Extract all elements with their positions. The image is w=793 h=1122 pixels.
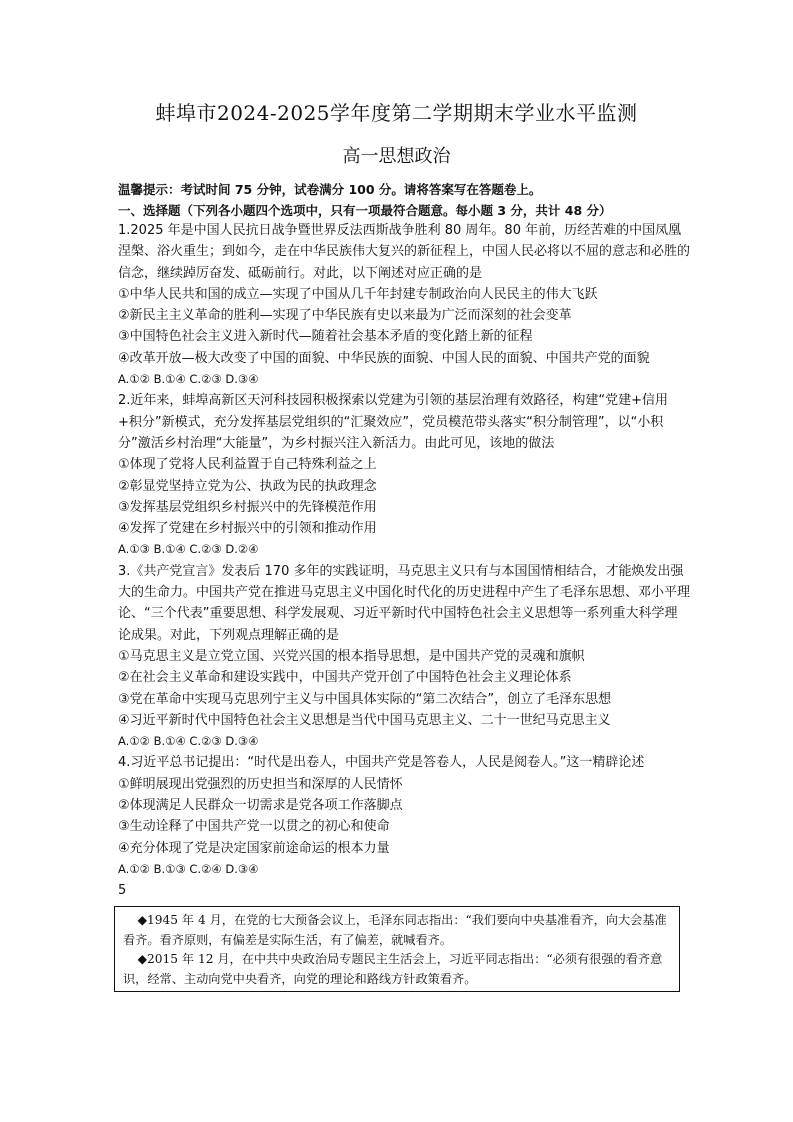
option-item: ②彰显党坚持立党为公、执政为民的执政理念 [118, 478, 377, 494]
option-item: ③党在革命中实现马克思列宁主义与中国具体实际的“第二次结合”，创立了毛泽东思想 [118, 691, 612, 707]
option-item: ④充分体现了党是决定国家前途命运的根本力量 [118, 840, 390, 856]
option-item: ①中华人民共和国的成立—实现了中国从几千年封建专制政治向人民民主的伟大飞跃 [118, 286, 598, 302]
question-1 [118, 220, 690, 390]
answer-choices: A.①② B.①④ C.②③ D.③④ [118, 372, 259, 387]
answer-choices: A.①② B.①④ C.②③ D.③④ [118, 734, 259, 749]
question-list [118, 220, 690, 902]
option-item: ①鲜明展现出党强烈的历史担当和深厚的人民情怀 [118, 776, 403, 792]
option-item: ①体现了党将人民利益置于自己特殊利益之上 [118, 457, 377, 473]
question-2 [118, 390, 690, 560]
question-stem: 1.2025 年是中国人民抗日战争暨世界反法西斯战争胜利 80 周年。80 年前，历经苦难的中国凤凰涅槃、浴火重生；到如今，走在中华民族伟大复兴的新征程上，中国人民必将以不屈的意志和必胜的信念，继续踔厉奋发、砥砺前行。对此，以下阐述对应正确的是 [118, 223, 691, 281]
question-3 [118, 561, 690, 753]
material-quote: ◆1945 年 4 月，在党的七大预备会议上，毛泽东同志指出：“我们要向中央基准看齐，向大会基准看齐。看齐原则，有偏差是实际生活，有了偏差，就喊看齐。 [123, 913, 667, 947]
option-item: ③中国特色社会主义进入新时代—随着社会基本矛盾的变化踏上新的征程 [118, 329, 533, 345]
exam-notice: 温馨提示：考试时间 75 分钟，试卷满分 100 分。请将答案写在答题卷上。 [118, 182, 542, 197]
option-item: ②在社会主义革命和建设实践中，中国共产党开创了中国特色社会主义理论体系 [118, 670, 572, 686]
option-item: ④改革开放—极大改变了中国的面貌、中华民族的面貌、中国人民的面貌、中国共产党的面貌 [118, 350, 650, 366]
option-item: ③生动诠释了中国共产党一以贯之的初心和使命 [118, 819, 390, 835]
question-stem: 4.习近平总书记提出：“时代是出卷人，中国共产党是答卷人，人民是阅卷人。”这一精辟论述 [118, 755, 645, 771]
answer-choices: A.①③ B.①④ C.②③ D.②④ [118, 542, 259, 557]
exam-title: 蚌埠市2024-2025学年度第二学期期末学业水平监测 [155, 101, 638, 125]
option-item: ①马克思主义是立党立国、兴党兴国的根本指导思想，是中国共产党的灵魂和旗帜 [118, 648, 585, 664]
question-stem: 2.近年来，蚌埠高新区天河科技园积极探索以党建为引领的基层治理有效路径，构建“党建+信用+积分”新模式，充分发挥基层党组织的“汇聚效应”，党员模范带头落实“积分制管理”，以“小积分”激活乡村治理“大能量”，为乡村振兴注入新活力。由此可见，该地的做法 [118, 393, 669, 451]
question-4 [118, 752, 690, 880]
question-number: 5 [118, 883, 127, 899]
exam-subject: 高一思想政治 [342, 146, 451, 167]
question-5 [118, 880, 690, 901]
option-item: ④发挥了党建在乡村振兴中的引领和推动作用 [118, 521, 377, 537]
question-stem: 3.《共产党宣言》发表后 170 多年的实践证明，马克思主义只有与本国国情相结合，才能焕发出强大的生命力。中国共产党在推进马克思主义中国化时代化的历史进程中产生了毛泽东思想、邓小平理论、“三个代表”重要思想、科学发展观、习近平新时代中国特色社会主义思想等一系列重大科学理论成果。对此，下列观点理解正确的是 [118, 563, 691, 643]
option-item: ④习近平新时代中国特色社会主义思想是当代中国马克思主义、二十一世纪马克思主义 [118, 712, 611, 728]
material-box [114, 906, 680, 992]
answer-choices: A.①② B.①③ C.②④ D.③④ [118, 861, 259, 876]
material-quote: ◆2015 年 12 月，在中共中央政治局专题民主生活会上，习近平同志指出：“必须有很强的看齐意识，经常、主动向党中央看齐，向党的理论和路线方针政策看齐。 [123, 952, 663, 986]
option-item: ②新民主主义革命的胜利—实现了中华民族有史以来最为广泛而深刻的社会变革 [118, 308, 572, 324]
option-item: ③发挥基层党组织乡村振兴中的先锋模范作用 [118, 499, 377, 515]
option-item: ②体现满足人民群众一切需求是党各项工作落脚点 [118, 798, 403, 814]
section-heading: 一、选择题（下列各小题四个选项中，只有一项最符合题意。每小题 3 分，共计 48 分） [118, 203, 612, 218]
